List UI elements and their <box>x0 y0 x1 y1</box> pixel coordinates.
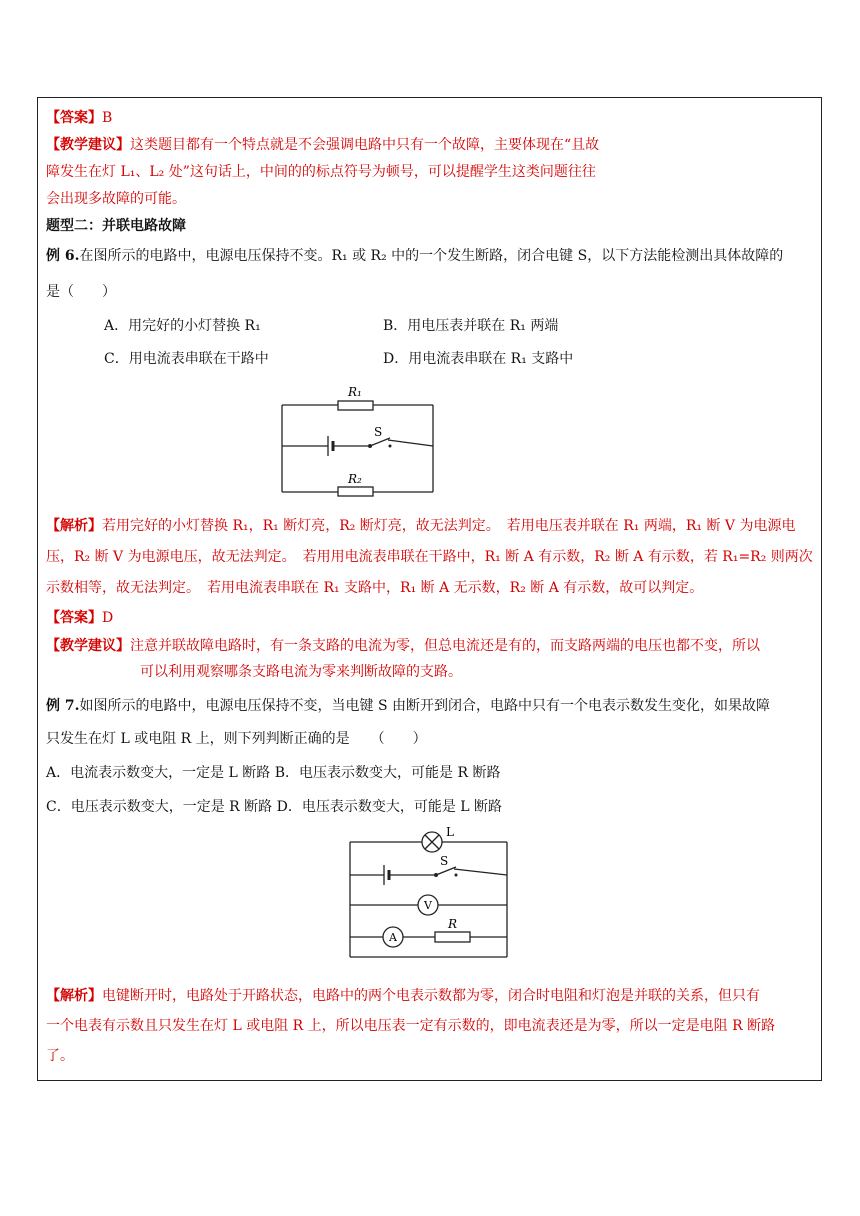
q7-analysis-line-1 <box>46 986 760 1006</box>
q6-advice-line-1 <box>46 636 760 656</box>
lamp-icon <box>422 832 442 852</box>
q7-label: 例 7. <box>46 698 80 714</box>
q6-option-a: A．用完好的小灯替换 R₁ <box>104 318 261 334</box>
advice-line-2: 障发生在灯 L₁、L₂ 处”这句话上，中间的的标点符号为顿号，可以提醒学生这类问题往往 <box>46 164 596 180</box>
q6-analysis-line-2: 压，R₂ 断 V 为电源电压，故无法判定。 若用用电流表串联在干路中，R₁ 断 A 有示数，R₂ 断 A 有示数，若 R₁=R₂ 则两次 <box>46 549 813 565</box>
answer-tag: 【答案】 <box>46 110 102 126</box>
q6-answer-value: D <box>102 610 114 626</box>
q6-advice-text: 注意并联故障电路时，有一条支路的电流为零，但总电流还是有的，而支路两端的电压也都不变，所以 <box>130 638 760 654</box>
q7-analysis-text: 电键断开时，电路处于开路状态，电路中的两个电表示数都为零，闭合时电阻和灯泡是并联的关系，但只有 <box>102 988 760 1004</box>
q7-options-ab: A．电流表示数变大，一定是 L 断路 B．电压表示数变大，可能是 R 断路 <box>46 765 501 781</box>
q6-option-c: C．用电流表串联在干路中 <box>104 351 269 367</box>
answer-value: B <box>102 110 113 126</box>
q6-option-d: D．用电流表串联在 R₁ 支路中 <box>383 351 574 367</box>
q6-answer-tag: 【答案】 <box>46 610 102 626</box>
switch-label: S <box>374 425 383 439</box>
advice-tag: 【教学建议】 <box>46 137 130 153</box>
q6-answer-line <box>46 608 113 628</box>
advice-line-1 <box>46 135 599 155</box>
q6-advice-line-2: 可以利用观察哪条支路电流为零来判断故障的支路。 <box>140 664 462 680</box>
q6-advice-tag: 【教学建议】 <box>46 638 130 654</box>
voltmeter-icon <box>418 895 438 915</box>
q7-analysis-line-2: 一个电表有示数且只发生在灯 L 或电阻 R 上，所以电压表一定有示数的，即电流表还是为零，所以一定是电阻 R 断路 <box>46 1018 776 1034</box>
voltmeter-label: V <box>424 899 432 912</box>
r1-label: R₁ <box>348 385 362 399</box>
switch-label: S <box>440 854 449 868</box>
switch-icon <box>434 867 458 877</box>
switch-icon <box>368 438 392 448</box>
q7-stem: 如图所示的电路中，电源电压保持不变，当电键 S 由断开到闭合，电路中只有一个电表示数发生变化，如果故障 <box>79 698 770 714</box>
q6-stem: 在图所示的电路中，电源电压保持不变。R₁ 或 R₂ 中的一个发生断路，闭合电键 S，以下方法能检测出具体故障的 <box>79 248 784 264</box>
advice-text: 这类题目都有一个特点就是不会强调电路中只有一个故障，主要体现在“且故 <box>130 137 600 153</box>
section-title: 题型二：并联电路故障 <box>46 218 186 234</box>
r1-resistor-icon <box>338 401 373 410</box>
ammeter-icon <box>383 927 403 947</box>
q6-analysis-line-1 <box>46 516 795 536</box>
battery-icon <box>328 436 333 456</box>
q7-analysis-line-3: 了。 <box>46 1048 74 1064</box>
r2-resistor-icon <box>338 487 373 496</box>
q7-circuit-diagram <box>340 820 520 958</box>
advice-line-3: 会出现多故障的可能。 <box>46 191 186 207</box>
answer-line-1 <box>46 108 112 128</box>
battery-icon <box>384 865 389 885</box>
r2-label: R₂ <box>348 472 362 486</box>
q6-analysis-text: 若用完好的小灯替换 R₁，R₁ 断灯亮，R₂ 断灯亮，故无法判定。 若用电压表并联在 R₁ 两端，R₁ 断 V 为电源电 <box>102 518 796 534</box>
ammeter-label: A <box>389 931 397 944</box>
resistor-icon <box>435 932 470 942</box>
q7-analysis-tag: 【解析】 <box>46 988 102 1004</box>
q6-analysis-line-3: 示数相等，故无法判定。 若用电流表串联在 R₁ 支路中，R₁ 断 A 无示数，R₂ 断 A 有示数，故可以判定。 <box>46 580 704 596</box>
lamp-label: L <box>446 825 454 839</box>
q7-stem-line-2: 只发生在灯 L 或电阻 R 上，则下列判断正确的是 （ ） <box>46 731 427 747</box>
q7-stem-line-1 <box>46 696 770 716</box>
q6-option-b: B．用电压表并联在 R₁ 两端 <box>383 318 559 334</box>
q6-analysis-tag: 【解析】 <box>46 518 102 534</box>
q6-circuit-diagram <box>270 380 445 498</box>
resistor-label: R <box>448 917 458 931</box>
q7-options-cd: C．电压表示数变大，一定是 R 断路 D．电压表示数变大，可能是 L 断路 <box>46 799 503 815</box>
q6-stem-line-1 <box>46 246 783 266</box>
q6-stem-line-2: 是（ ） <box>46 284 116 300</box>
q6-label: 例 6. <box>46 248 80 264</box>
